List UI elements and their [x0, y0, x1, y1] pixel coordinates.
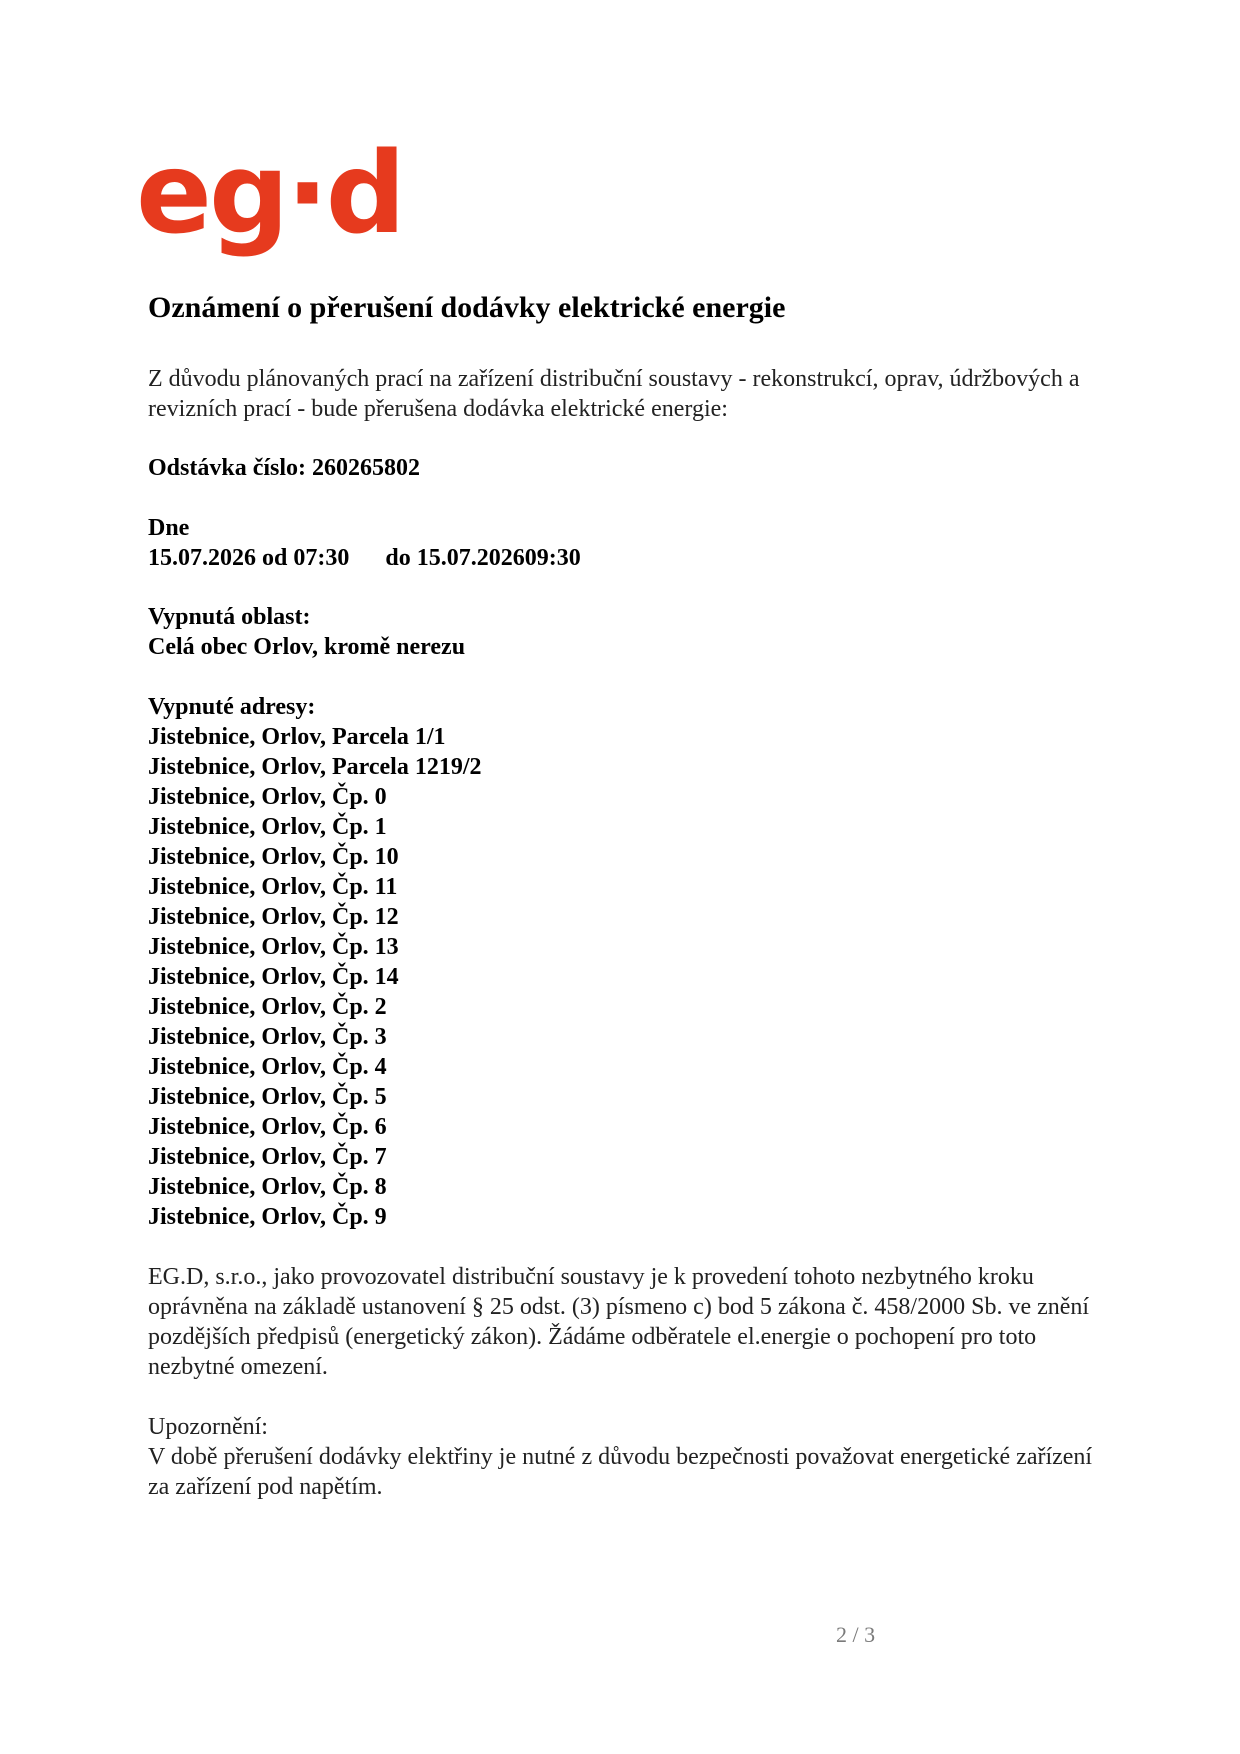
addresses-section [148, 692, 482, 1232]
logo-eg: eg [136, 129, 287, 259]
warning-text: V době přerušení dodávky elektřiny je nutné z důvodu bezpečnosti považovat energetické zařízení za zařízení pod napětím. [148, 1444, 1093, 1500]
area-section [148, 602, 465, 662]
address-item: Jistebnice, Orlov, Čp. 3 [148, 1024, 387, 1050]
address-item: Jistebnice, Orlov, Čp. 11 [148, 874, 398, 900]
address-item: Jistebnice, Orlov, Čp. 6 [148, 1114, 387, 1140]
dates-range [148, 543, 581, 573]
to-time: 09:30 [524, 545, 581, 571]
logo-dot: · [286, 129, 326, 259]
address-item: Jistebnice, Orlov, Čp. 5 [148, 1084, 387, 1110]
shutdown-label: Odstávka číslo: [148, 455, 307, 481]
warning-label: Upozornění: [148, 1414, 268, 1440]
dates-section [148, 513, 581, 573]
address-item: Jistebnice, Orlov, Čp. 7 [148, 1144, 387, 1170]
egd-logo [136, 129, 403, 259]
logo-d: d [325, 129, 403, 259]
dates-label: Dne [148, 515, 190, 541]
address-item: Jistebnice, Orlov, Čp. 12 [148, 904, 399, 930]
shutdown-number [148, 453, 420, 483]
to-word: do [385, 545, 411, 571]
address-item: Jistebnice, Orlov, Čp. 10 [148, 844, 399, 870]
addresses-label: Vypnuté adresy: [148, 694, 316, 720]
area-label: Vypnutá oblast: [148, 604, 311, 630]
address-item: Jistebnice, Orlov, Čp. 8 [148, 1174, 387, 1200]
page-title: Oznámení o přerušení dodávky elektrické energie [148, 291, 786, 324]
legal-paragraph: EG.D, s.r.o., jako provozovatel distribuční soustavy je k provedení tohoto nezbytného kroku oprávněna na základě ustanovení § 25 odst. (3) písmeno c) bod 5 zákona č. 458/2000 Sb. ve znění pozdějších předpisů (energetický zákon). Žádáme odběratele el.energie o pochopení pro toto nezbytné omezení. [148, 1264, 1090, 1380]
address-item: Jistebnice, Orlov, Parcela 1219/2 [148, 754, 482, 780]
intro-paragraph: Z důvodu plánovaných prací na zařízení distribuční soustavy - rekonstrukcí, oprav, údržbových a revizních prací - bude přerušena dodávka elektrické energie: [148, 366, 1080, 422]
page-number: 2 / 3 [836, 1622, 876, 1647]
warning-section [148, 1412, 1108, 1502]
to-date: 15.07.2026 [416, 545, 525, 571]
from-time: 07:30 [293, 545, 350, 571]
address-item: Jistebnice, Orlov, Čp. 4 [148, 1054, 387, 1080]
address-item: Jistebnice, Orlov, Čp. 13 [148, 934, 399, 960]
address-item: Jistebnice, Orlov, Čp. 0 [148, 784, 387, 810]
address-item: Jistebnice, Orlov, Čp. 1 [148, 814, 387, 840]
address-item: Jistebnice, Orlov, Parcela 1/1 [148, 724, 446, 750]
from-word: od [262, 545, 288, 571]
shutdown-value: 260265802 [312, 455, 421, 481]
address-item: Jistebnice, Orlov, Čp. 14 [148, 964, 399, 990]
address-item: Jistebnice, Orlov, Čp. 9 [148, 1204, 387, 1230]
address-item: Jistebnice, Orlov, Čp. 2 [148, 994, 387, 1020]
from-date: 15.07.2026 [148, 545, 256, 571]
area-value: Celá obec Orlov, kromě nerezu [148, 634, 466, 660]
